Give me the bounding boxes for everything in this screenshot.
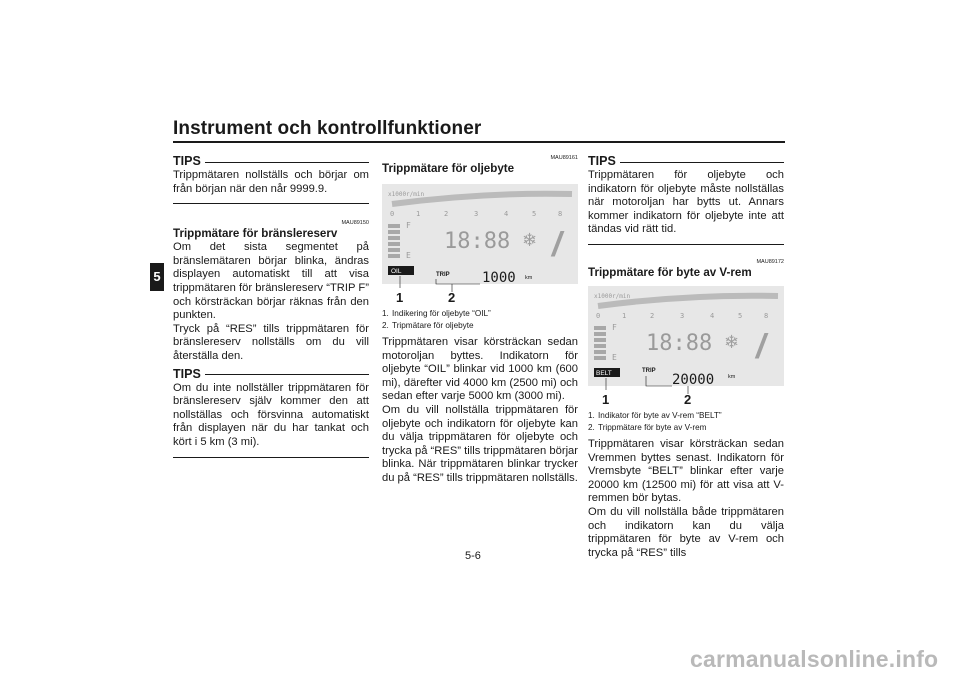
tick-label: 2 <box>650 311 655 320</box>
tick-label: 0 <box>596 311 601 320</box>
paragraph: Om du vill nollställa både trippmätaren och indikatorn kan du välja trippmätaren för byte av V-rem och trycka på “RES” tills <box>588 505 784 559</box>
paragraph: Om du vill nollställa trippmätaren för oljebyte och indikatorn för oljebyte kan du välja trippmätaren för oljebyte och trycka på “RES” tills trippmätaren börjar blinka. När trippmätaren blinkar trycker du på “RES” tills trippmätaren nollställs. <box>382 403 578 484</box>
clock-readout: 18:88 <box>646 330 713 356</box>
tick-label: 5 <box>738 311 743 320</box>
svg-text:F: F <box>612 322 617 332</box>
snowflake-icon: ❄ <box>724 331 740 352</box>
svg-text:km: km <box>728 373 736 380</box>
page-number: 5-6 <box>465 550 481 562</box>
tips-text: Trippmätaren nollställs och börjar om från början när den når 9999.9. <box>173 169 369 195</box>
svg-text:E: E <box>612 352 617 362</box>
paragraph: Tryck på “RES” tills trippmätaren för bränslereserv nollställs om du vill återställa den. <box>173 322 369 362</box>
callout-1: 1 <box>602 391 610 407</box>
paragraph: Trippmätaren visar körsträckan sedan Vremmen byttes senast. Indikatorn för Vremsbyte “BELT” blinkar efter varje 20000 km (12500 mi) för att visa att V-remmen bör bytas. <box>588 437 784 505</box>
section-heading: Trippmätare för byte av V-rem <box>588 265 752 279</box>
svg-text:E: E <box>406 251 411 260</box>
tips-heading: TIPS <box>173 155 369 169</box>
paragraph: Trippmätaren visar körsträckan sedan motoroljan byttes. Indikatorn för oljebyte “OIL” blinkar vid 1000 km (600 mi), därefter vid 4000 km (2500 mi) och sedan efter varje 5000 km (3000 mi). <box>382 336 578 403</box>
watermark: carmanualsonline.info <box>690 646 939 672</box>
title-rule <box>173 141 785 143</box>
snowflake-icon: ❄ <box>522 230 538 250</box>
svg-text:km: km <box>525 275 533 281</box>
section-code: MAU89150 <box>341 220 369 227</box>
tick-label: 0 <box>390 210 395 218</box>
belt-indicator: BELT <box>596 369 612 377</box>
svg-text:/: / <box>552 226 562 264</box>
callout-2: 2 <box>448 290 456 305</box>
tick-label: 4 <box>710 311 715 320</box>
section-heading: Trippmätare för bränslereserv <box>173 227 338 241</box>
section-heading: Trippmätare för oljebyte <box>382 162 515 175</box>
paragraph: Om det sista segmentet på bränslemätaren börjar blinka, ändras displayen automatiskt till att visa trippmätaren för bränslereserv “TRIP F” och körsträckan börjar räknas från den punkten. <box>173 241 369 322</box>
column-3 <box>588 155 784 560</box>
svg-text:TRIP: TRIP <box>436 272 450 278</box>
tick-label: 3 <box>680 311 685 320</box>
tips-heading: TIPS <box>588 155 784 169</box>
tick-label: 8 <box>558 210 563 218</box>
svg-text:F: F <box>406 221 411 230</box>
oil-indicator: OIL <box>391 268 402 275</box>
column-2 <box>382 155 578 486</box>
tips-text: Trippmätaren för oljebyte och indikatorn för oljebyte måste nollställas när motoroljan har bytts ut. Annars kommer indikatorn för oljebyte inte att tändas vid rätt tid. <box>588 169 784 236</box>
tips-text: Om du inte nollställer trippmätaren för bränslereserv själv kommer den att nollställas och försvinna automatiskt från displayen när du har tankat och kört i 5 km (3 mi). <box>173 381 369 448</box>
section-code: MAU89172 <box>756 258 784 265</box>
oil-display-illustration <box>382 184 578 306</box>
belt-display-illustration <box>588 286 784 408</box>
trip-value: 1000 <box>482 270 516 286</box>
svg-text:x1000r/min: x1000r/min <box>388 191 425 198</box>
figure-captions: 1. Indikator för byte av V-rem “BELT” 2. Trippmätare för byte av V-rem <box>588 410 722 432</box>
column-1 <box>173 155 369 458</box>
tick-label: 8 <box>764 311 769 320</box>
tick-label: 1 <box>622 311 627 320</box>
page-title: Instrument och kontrollfunktioner <box>173 118 482 139</box>
chapter-tab: 5 <box>150 263 164 291</box>
callout-2: 2 <box>684 391 692 407</box>
tick-label: 3 <box>474 210 479 218</box>
tick-label: 4 <box>504 210 509 218</box>
tick-label: 1 <box>416 210 421 218</box>
tips-end-rule <box>173 457 369 458</box>
svg-text:/: / <box>756 327 766 366</box>
tips-end-rule <box>173 203 369 204</box>
tips-heading: TIPS <box>173 368 369 382</box>
section-code: MAU89161 <box>550 155 578 161</box>
tips-end-rule <box>588 244 784 245</box>
svg-text:TRIP: TRIP <box>642 367 656 374</box>
clock-readout: 18:88 <box>444 229 511 254</box>
callout-1: 1 <box>396 290 404 305</box>
figure-captions: 1. Indikering för oljebyte “OIL” 2. Tripmätare för oljebyte <box>382 309 491 330</box>
svg-text:x1000r/min: x1000r/min <box>594 292 631 300</box>
trip-value: 20000 <box>672 371 715 388</box>
tick-label: 5 <box>532 210 537 218</box>
tick-label: 2 <box>444 210 449 218</box>
